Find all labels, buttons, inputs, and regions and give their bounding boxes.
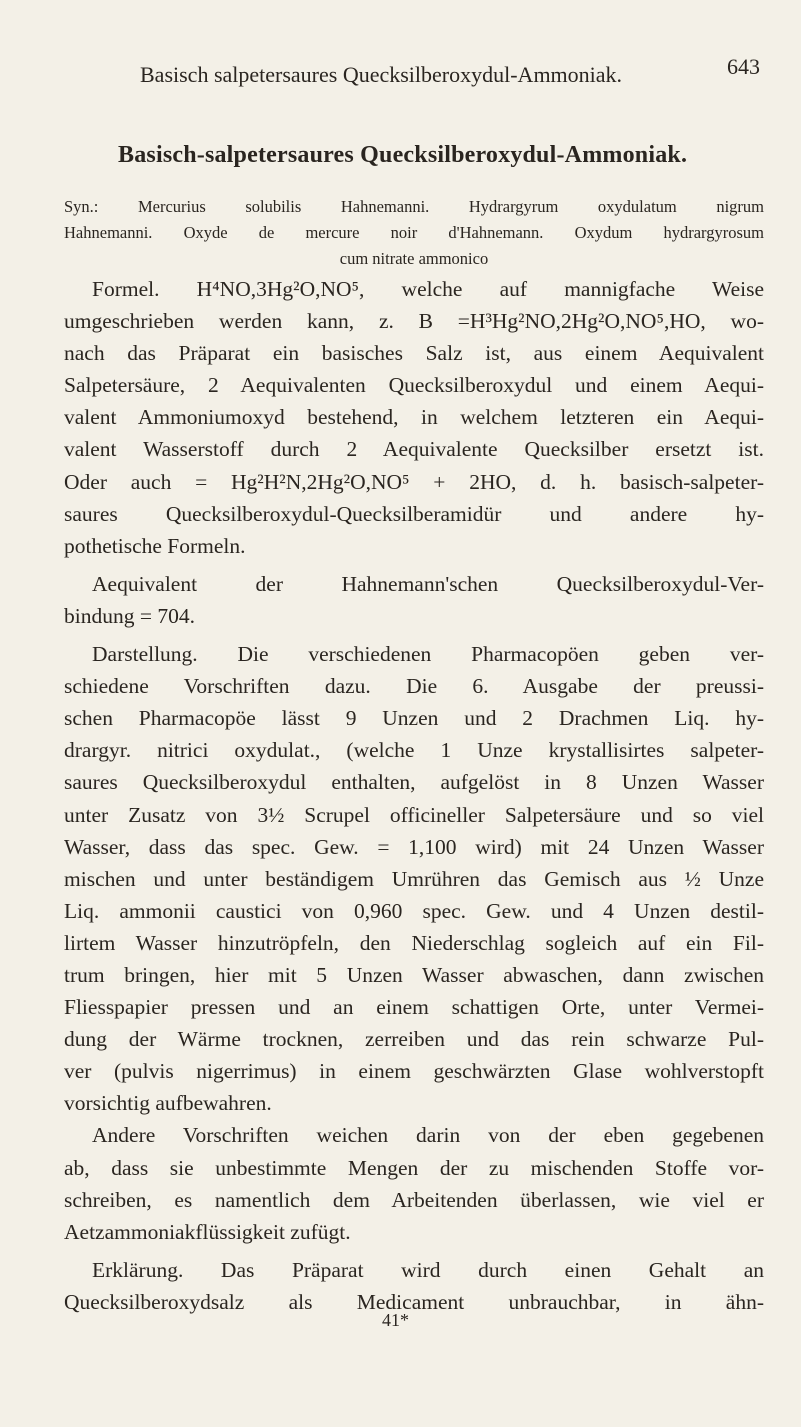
text-line: Wasser, dass das spec. Gew. = 1,100 wird) mit 24 Unzen Wasser (64, 834, 764, 859)
text-line: Erklärung. Das Präparat wird durch einen Gehalt an (92, 1257, 764, 1282)
text-line: valent Ammoniumoxyd bestehend, in welchem letzteren ein Aequi- (64, 405, 764, 430)
text-line: saures Quecksilberoxydul enthalten, aufgelöst in 8 Unzen Wasser (64, 770, 764, 795)
text-line: Andere Vorschriften weichen darin von der eben gegebenen (92, 1123, 764, 1148)
text-line: Aetzammoniakflüssigkeit zufügt. (64, 1219, 351, 1244)
text-line: bindung = 704. (64, 603, 195, 628)
text-line: nach das Präparat ein basisches Salz ist, aus einem Aequivalent (64, 341, 764, 366)
body-text (64, 273, 764, 1318)
text-line: schiedene Vorschriften dazu. Die 6. Ausgabe der preussi- (64, 674, 764, 699)
paragraph-erklaerung (64, 1254, 764, 1318)
text-line: vorsichtig aufbewahren. (64, 1091, 272, 1116)
text-line: Oder auch = Hg²H²N,2Hg²O,NO⁵ + 2HO, d. h. basisch-salpeter- (64, 469, 764, 494)
text-line: drargyr. nitrici oxydulat., (welche 1 Unze krystallisirtes salpeter- (64, 738, 764, 763)
text-line: unter Zusatz von 3½ Scrupel officineller Salpetersäure und so viel (64, 802, 764, 827)
signature-mark: 41* (382, 1310, 409, 1330)
text-line: saures Quecksilberoxydul-Quecksilberamidür und andere hy- (64, 501, 764, 526)
synonyms-line: Syn.: Mercurius solubilis Hahnemanni. Hydrargyrum oxydulatum nigrum (64, 197, 764, 216)
text-line: Quecksilberoxydsalz als Medicament unbrauchbar, in ähn- (64, 1289, 764, 1314)
text-line: schreiben, es namentlich dem Arbeitenden überlassen, wie viel er (64, 1187, 764, 1212)
synonyms-line: Hahnemanni. Oxyde de mercure noir d'Hahnemann. Oxydum hydrargyrosum (64, 223, 764, 242)
synonyms-line: cum nitrate ammonico (339, 249, 489, 268)
text-line: dung der Wärme trocknen, zerreiben und das rein schwarze Pul- (64, 1027, 764, 1052)
paragraph-andere (64, 1119, 764, 1247)
text-line: Darstellung. Die verschiedenen Pharmacopöen geben ver- (92, 642, 764, 667)
text-line: lirtem Wasser hinzutröpfeln, den Niederschlag sogleich auf ein Fil- (64, 930, 764, 955)
text-line: Aequivalent der Hahnemann'schen Quecksilberoxydul-Ver- (92, 571, 764, 596)
text-line: umgeschrieben werden kann, z. B =H³Hg²NO,2Hg²O,NO⁵,HO, wo- (64, 309, 764, 334)
text-line: ab, dass sie unbestimmte Mengen der zu mischenden Stoffe vor- (64, 1155, 764, 1180)
page-number: 643 (727, 54, 760, 79)
paragraph-formel (64, 273, 764, 562)
synonyms-block (64, 194, 764, 272)
text-line: Fliesspapier pressen und an einem schattigen Orte, unter Vermei- (64, 995, 764, 1020)
text-line: Salpetersäure, 2 Aequivalenten Quecksilberoxydul und einem Aequi- (64, 373, 764, 398)
text-line: trum bringen, hier mit 5 Unzen Wasser abwaschen, dann zwischen (64, 962, 764, 987)
running-head (140, 54, 760, 90)
section-heading: Basisch-salpetersaures Quecksilberoxydul-Ammoniak. (118, 142, 688, 168)
text-line: valent Wasserstoff durch 2 Aequivalente Quecksilber ersetzt ist. (64, 437, 764, 462)
paragraph-aequivalent (64, 568, 764, 632)
text-line: Liq. ammonii caustici von 0,960 spec. Gew. und 4 Unzen destil- (64, 898, 764, 923)
text-line: mischen und unter beständigem Umrühren das Gemisch aus ½ Unze (64, 866, 764, 891)
running-head-title: Basisch salpetersaures Quecksilberoxydul-Ammoniak. (140, 62, 623, 87)
paragraph-darstellung (64, 638, 764, 1119)
text-line: pothetische Formeln. (64, 533, 246, 558)
text-line: schen Pharmacopöe lässt 9 Unzen und 2 Drachmen Liq. hy- (64, 706, 764, 731)
text-line: ver (pulvis nigerrimus) in einem geschwärzten Glase wohlverstopft (64, 1059, 764, 1084)
text-line: Formel. H⁴NO,3Hg²O,NO⁵, welche auf mannigfache Weise (92, 277, 764, 301)
